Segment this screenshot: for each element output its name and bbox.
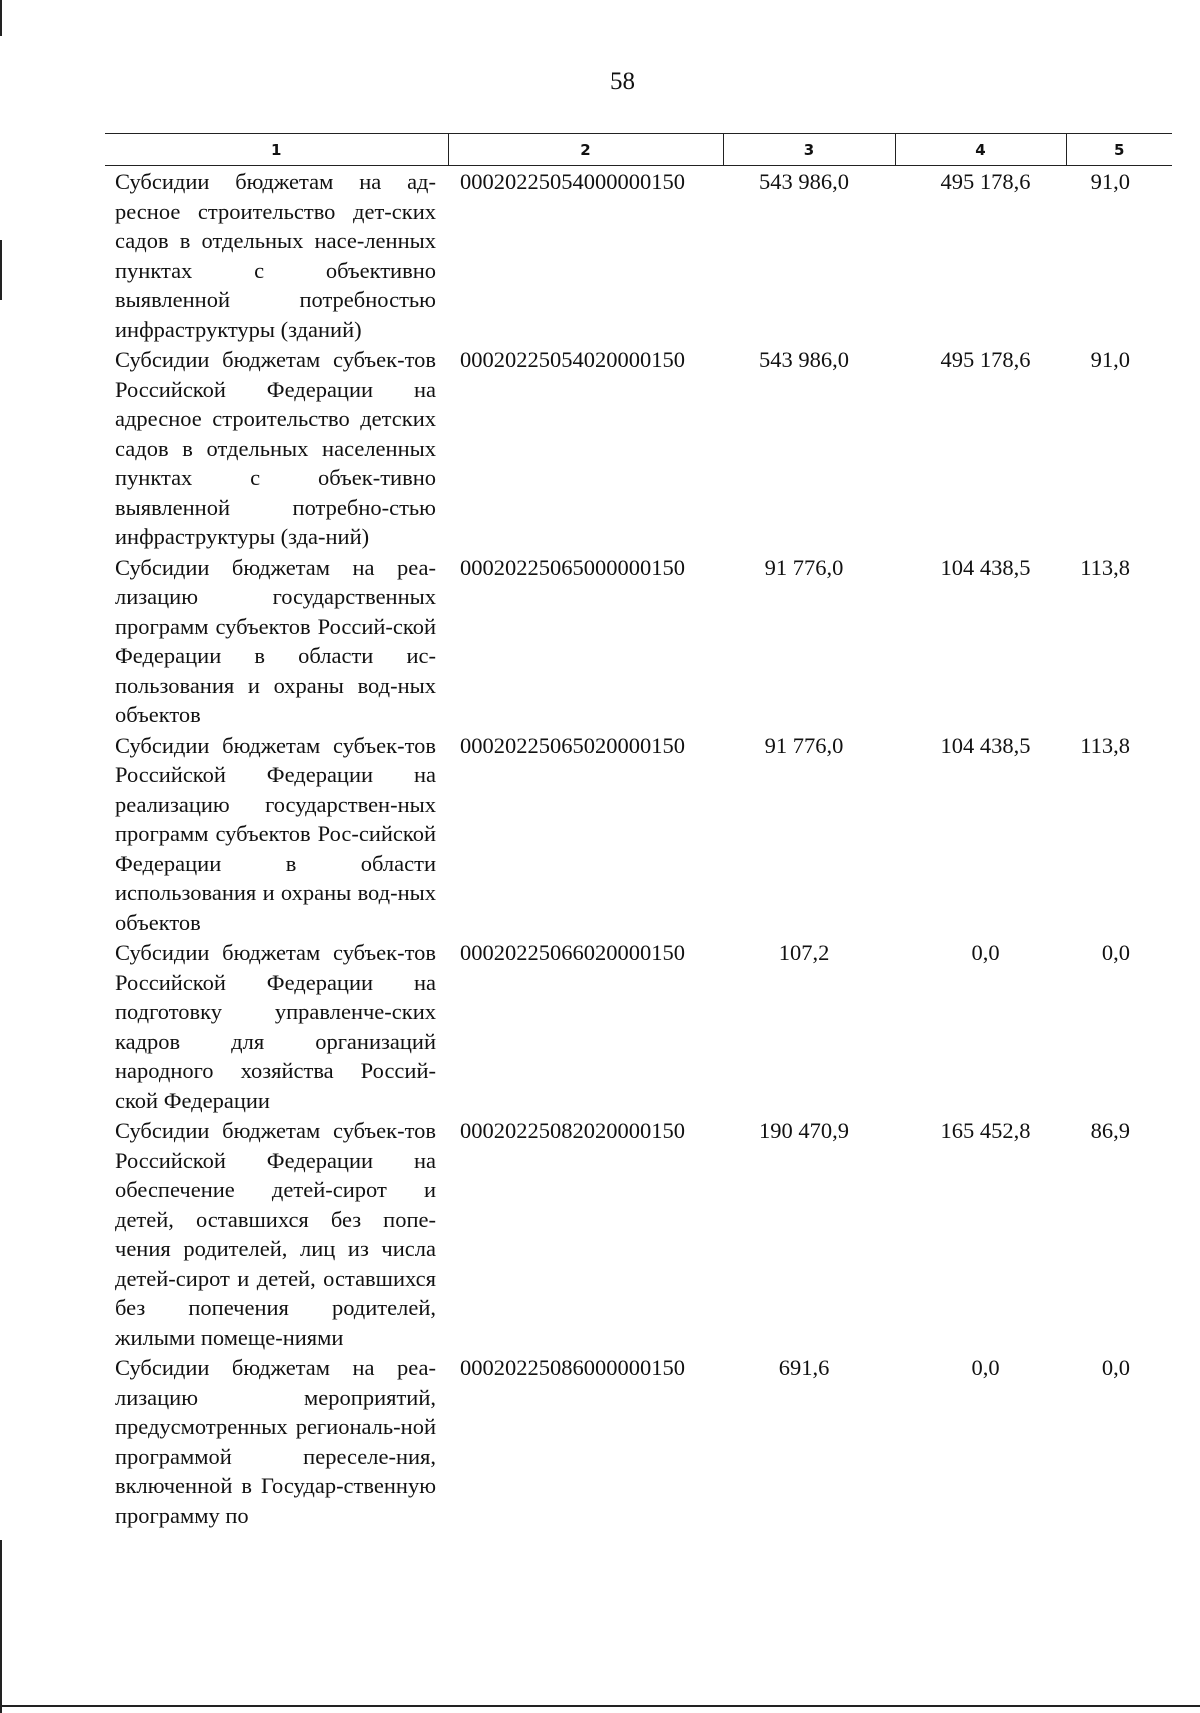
row-value-col5: 86,9 xyxy=(1090,1118,1130,1143)
row-value-col5: 91,0 xyxy=(1090,347,1130,372)
row-code: 00020225086000000150 xyxy=(460,1355,685,1380)
row-code: 00020225054000000150 xyxy=(460,169,685,194)
scan-edge-line xyxy=(0,1705,1200,1707)
table-row xyxy=(105,1352,1172,1530)
row-value-col4: 0,0 xyxy=(971,1355,1000,1380)
row-value-col3: 91 776,0 xyxy=(764,554,844,580)
row-name: Субсидии бюджетам субъек-тов Российской Федерации на адресное строительство детских садов в отдельных населенных пунктах с объек-тивно выявленной потребно-стью инфраструктуры (зда-ний) xyxy=(115,347,436,549)
row-value-col3: 691,6 xyxy=(778,1355,830,1380)
row-value-col3: 543 986,0 xyxy=(759,169,849,194)
row-value-col4: 495 178,6 xyxy=(940,169,1031,194)
row-value-col5: 91,0 xyxy=(1090,169,1130,194)
page-number: 58 xyxy=(610,68,635,95)
row-value-col3: 543 986,0 xyxy=(759,347,849,372)
row-name: Субсидии бюджетам на реа-лизацию государственных программ субъектов Россий-ской Федерации в области ис-пользования и охраны вод-ных объектов xyxy=(115,554,436,727)
row-value-col4: 104 438,5 xyxy=(940,732,1031,758)
table-row xyxy=(105,344,1172,552)
row-name: Субсидии бюджетам субъек-тов Российской Федерации на обеспечение детей-сирот и детей, оставшихся без попе-чения родителей, лиц из числа детей-сирот и детей, оставшихся без попечения родителей, жилыми помеще-ниями xyxy=(115,1118,436,1350)
row-name: Субсидии бюджетам на ад-ресное строительство дет-ских садов в отдельных насе-ленных пунктах с объективно выявленной потребностью инфраструктуры (зданий) xyxy=(115,169,436,342)
column-header-5: 5 xyxy=(1066,134,1172,166)
row-value-col4: 495 178,6 xyxy=(940,347,1031,372)
table-row xyxy=(105,730,1172,938)
row-code: 00020225066020000150 xyxy=(460,940,685,965)
row-value-col5: 0,0 xyxy=(1101,940,1130,965)
row-name: Субсидии бюджетам на реа-лизацию мероприятий, предусмотренных региональ-ной программой переселе-ния, включенной в Государ-ственную программу по xyxy=(115,1355,436,1528)
row-code: 00020225082020000150 xyxy=(460,1118,685,1143)
row-value-col5: 0,0 xyxy=(1101,1355,1130,1380)
row-code: 00020225054020000150 xyxy=(460,347,685,372)
table-row xyxy=(105,937,1172,1115)
row-value-col5: 113,8 xyxy=(1080,554,1130,580)
scan-edge-mark xyxy=(0,240,2,300)
row-value-col3: 91 776,0 xyxy=(764,732,844,758)
row-name: Субсидии бюджетам субъек-тов Российской Федерации на реализацию государствен-ных программ субъектов Рос-сийской Федерации в области использования и охраны вод-ных объектов xyxy=(115,732,436,935)
row-value-col5: 113,8 xyxy=(1080,732,1130,758)
row-value-col3: 107,2 xyxy=(778,940,830,965)
budget-table xyxy=(105,133,1172,1530)
column-header-1: 1 xyxy=(105,134,448,166)
row-value-col4: 165 452,8 xyxy=(940,1118,1031,1143)
table-row xyxy=(105,552,1172,730)
table-row xyxy=(105,1115,1172,1352)
column-header-3: 3 xyxy=(723,134,895,166)
row-value-col4: 104 438,5 xyxy=(940,554,1031,580)
table-row xyxy=(105,166,1172,345)
scan-edge-mark xyxy=(0,0,2,36)
column-header-2: 2 xyxy=(448,134,723,166)
row-code: 00020225065020000150 xyxy=(460,732,685,758)
row-name: Субсидии бюджетам субъек-тов Российской Федерации на подготовку управленче-ских кадров для организаций народного хозяйства Россий-ской Федерации xyxy=(115,940,436,1113)
row-code: 00020225065000000150 xyxy=(460,554,685,580)
scan-edge-mark xyxy=(0,1540,2,1713)
row-value-col3: 190 470,9 xyxy=(759,1118,849,1143)
column-header-4: 4 xyxy=(895,134,1066,166)
header-row xyxy=(105,134,1172,166)
row-value-col4: 0,0 xyxy=(971,940,1000,965)
